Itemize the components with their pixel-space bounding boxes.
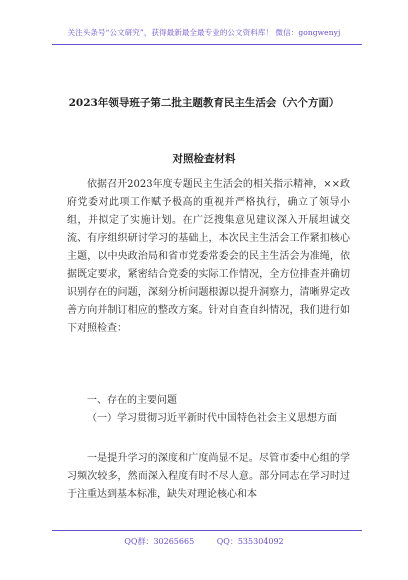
qq-number-text: QQ：535304092 <box>216 537 284 546</box>
document-title: 2023年领导班子第二批主题教育民主生活会（六个方面） <box>68 97 340 109</box>
qq-group-text: QQ群：30265665 <box>124 537 195 546</box>
intro-paragraph: 依据召开2023年度专题民主生活会的相关指示精神，××政府党委对此项工作赋予极高的重视并严格执行，确立了领导小组，并拟定了实施计划。在广泛搜集意见建议深入开展坦诚交流、有序组织研讨学习的基础上，本次民主生活会工作紧扣核心主题，以中央政治局和省市党委常委会的民主生活会为准绳，依据既定要求，紧密结合党委的实际工作情况，全方位排查并确切识别存在的问题，深刻分析问题根源以提升洞察力，清晰界定改善方向并制订相应的整改方案。针对自查自纠情况，我们进行如下对照检查： <box>67 179 350 334</box>
intro-paragraph-block <box>67 176 350 338</box>
subsection-heading: （一）学习贯彻习近平新时代中国特色社会主义思想方面 <box>87 413 337 424</box>
footer-contact <box>0 536 408 547</box>
section-heading: 一、存在的主要问题 <box>87 395 177 406</box>
footer-divider <box>52 530 362 531</box>
section-heading-block <box>67 392 350 410</box>
document-subtitle: 对照检查材料 <box>172 153 236 165</box>
point-paragraph-block <box>67 450 350 504</box>
header-banner: 关注头条号“公文研究”，获得最新最全最专业的公文资料库！ 微信：gongwenyj <box>67 28 341 37</box>
header-divider <box>52 44 362 45</box>
subsection-heading-block <box>67 410 350 428</box>
point-paragraph: 一是提升学习的深度和广度尚显不足。尽管市委中心组的学习频次较多，然而深入程度有时不尽人意。部分同志在学习时过于注重达到基本标准，缺失对理论核心和本 <box>67 453 350 500</box>
